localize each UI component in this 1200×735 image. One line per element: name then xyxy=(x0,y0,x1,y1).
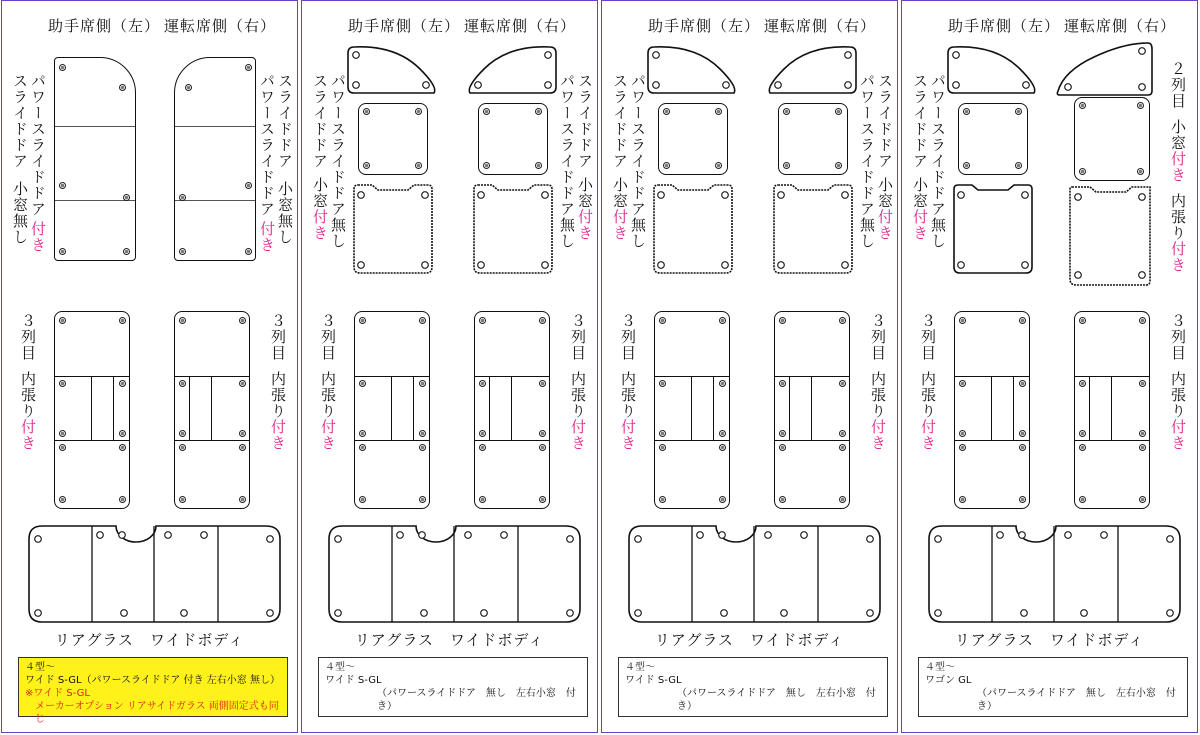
label-window-left: 小窓付き xyxy=(311,177,329,241)
clip-hole xyxy=(1079,430,1086,437)
label-slide-left: スライドドア xyxy=(11,73,29,169)
clip-hole xyxy=(179,430,186,437)
row3-right-piece xyxy=(1074,311,1150,509)
clip-hole xyxy=(359,317,366,324)
label-power-slide-right: パワースライドドア xyxy=(558,73,576,217)
row3-left-piece xyxy=(954,311,1030,509)
clip-hole xyxy=(663,108,670,115)
rear-glass-piece xyxy=(628,525,882,625)
clip-hole xyxy=(659,317,666,324)
label-row3-left: ３列目 xyxy=(319,313,337,361)
panel-4 xyxy=(901,0,1198,733)
clip-hole xyxy=(239,496,246,503)
clip-hole xyxy=(959,496,966,503)
rear-glass-piece xyxy=(28,525,282,625)
divider xyxy=(355,440,429,441)
divider xyxy=(775,440,849,441)
clip-hole xyxy=(1139,317,1146,324)
small-window-left-piece xyxy=(958,103,1028,175)
clip-hole xyxy=(415,108,422,115)
divider xyxy=(691,376,692,440)
clip-hole xyxy=(1139,380,1146,387)
clip-hole xyxy=(715,108,722,115)
clip-hole xyxy=(119,84,126,91)
header-left: 助手席側（左） xyxy=(648,17,761,35)
divider xyxy=(811,376,812,440)
clip-hole xyxy=(1015,162,1022,169)
clip-hole xyxy=(1079,444,1086,451)
label-lining-right-top: 内張り付き xyxy=(1169,193,1187,273)
divider xyxy=(175,376,249,377)
model-info-box xyxy=(918,657,1188,717)
label-none-left: 無し xyxy=(629,217,647,249)
divider xyxy=(55,440,129,441)
clip-hole xyxy=(59,248,66,255)
label-window-right: 小窓無し xyxy=(276,181,294,245)
divider xyxy=(991,376,992,440)
label-none-left: 無し xyxy=(329,217,347,249)
divider xyxy=(211,376,212,440)
divider xyxy=(1075,376,1149,377)
clip-hole xyxy=(179,496,186,503)
clip-hole xyxy=(535,162,542,169)
clip-hole xyxy=(239,430,246,437)
clip-hole xyxy=(359,496,366,503)
label-lining-right: 内張り付き xyxy=(869,371,887,451)
clip-hole xyxy=(59,317,66,324)
clip-hole xyxy=(959,430,966,437)
clip-hole xyxy=(119,496,126,503)
clip-hole xyxy=(779,444,786,451)
quarter-glass-right-piece xyxy=(1054,41,1154,97)
clip-hole xyxy=(363,162,370,169)
clip-hole xyxy=(1079,380,1086,387)
divider xyxy=(1111,376,1112,440)
label-lining-left: 内張り付き xyxy=(619,371,637,451)
clip-hole xyxy=(959,444,966,451)
divider xyxy=(175,200,255,201)
clip-hole xyxy=(1019,430,1026,437)
clip-hole xyxy=(1139,430,1146,437)
clip-hole xyxy=(659,430,666,437)
divider xyxy=(475,440,549,441)
divider xyxy=(475,376,549,377)
clip-hole xyxy=(535,108,542,115)
clip-hole xyxy=(59,380,66,387)
info-line: ワゴン GL xyxy=(925,675,972,686)
clip-hole xyxy=(59,64,66,71)
clip-hole xyxy=(479,430,486,437)
small-window-right-piece xyxy=(478,103,548,175)
front-door-left-piece xyxy=(54,57,136,261)
row3-right-piece xyxy=(174,311,250,509)
header-left: 助手席側（左） xyxy=(348,17,461,35)
clip-hole xyxy=(179,194,186,201)
clip-hole xyxy=(119,444,126,451)
clip-hole xyxy=(719,317,726,324)
quarter-glass-left-piece xyxy=(646,45,742,97)
header-right: 運転席側（右） xyxy=(1064,17,1177,35)
clip-hole xyxy=(419,317,426,324)
clip-hole xyxy=(835,108,842,115)
clip-hole xyxy=(663,162,670,169)
clip-hole xyxy=(779,317,786,324)
clip-hole xyxy=(419,444,426,451)
clip-hole xyxy=(359,380,366,387)
clip-hole xyxy=(1139,496,1146,503)
clip-hole xyxy=(959,317,966,324)
label-slide-right: スライドドア xyxy=(576,73,594,169)
clip-hole xyxy=(59,182,66,189)
clip-hole xyxy=(783,162,790,169)
clip-hole xyxy=(779,430,786,437)
clip-hole xyxy=(1019,496,1026,503)
clip-hole xyxy=(419,496,426,503)
info-line: ※ワイド S-GL xyxy=(25,688,90,699)
clip-hole xyxy=(835,162,842,169)
model-info-box xyxy=(18,657,288,725)
clip-hole xyxy=(245,182,252,189)
clip-hole xyxy=(719,444,726,451)
header-right: 運転席側（右） xyxy=(164,17,277,35)
divider xyxy=(655,440,729,441)
label-lining-left: 内張り付き xyxy=(319,371,337,451)
clip-hole xyxy=(59,444,66,451)
clip-hole xyxy=(59,430,66,437)
label-row2-right: ２列目 xyxy=(1169,61,1187,109)
clip-hole xyxy=(1137,168,1144,175)
clip-hole xyxy=(119,430,126,437)
clip-hole xyxy=(1019,380,1026,387)
clip-hole xyxy=(839,496,846,503)
row3-left-piece xyxy=(54,311,130,509)
clip-hole xyxy=(1079,102,1086,109)
divider xyxy=(189,376,190,440)
label-with-right: 付き xyxy=(258,221,276,253)
label-row3-left: ３列目 xyxy=(19,313,37,361)
slide-door-right-piece xyxy=(472,183,554,275)
clip-hole xyxy=(479,444,486,451)
clip-hole xyxy=(779,380,786,387)
clip-hole xyxy=(963,108,970,115)
label-lining-right: 内張り付き xyxy=(569,371,587,451)
label-power-slide-left: パワースライドドア xyxy=(29,73,47,217)
model-info-box xyxy=(318,657,588,717)
slide-door-right-piece xyxy=(1068,185,1154,287)
clip-hole xyxy=(1015,108,1022,115)
label-window-left: 小窓無し xyxy=(11,181,29,245)
label-slide-right: スライドドア xyxy=(276,73,294,169)
label-slide-left: スライドドア xyxy=(911,73,929,169)
divider xyxy=(789,376,790,440)
clip-hole xyxy=(419,380,426,387)
panel-1 xyxy=(1,0,298,733)
clip-hole xyxy=(715,162,722,169)
clip-hole xyxy=(359,430,366,437)
small-window-left-piece xyxy=(358,103,428,175)
label-power-slide-left: パワースライドドア xyxy=(329,73,347,217)
clip-hole xyxy=(239,444,246,451)
divider xyxy=(955,440,1029,441)
clip-hole xyxy=(415,162,422,169)
label-lining-right: 内張り付き xyxy=(269,371,287,451)
label-row3-right: ３列目 xyxy=(1169,313,1187,361)
label-window-left: 小窓付き xyxy=(611,177,629,241)
info-line: ワイド S-GL xyxy=(325,675,382,686)
clip-hole xyxy=(839,317,846,324)
clip-hole xyxy=(719,496,726,503)
divider xyxy=(355,376,429,377)
clip-hole xyxy=(359,444,366,451)
header-left: 助手席側（左） xyxy=(48,17,161,35)
clip-hole xyxy=(479,496,486,503)
row3-left-piece xyxy=(354,311,430,509)
slide-door-left-piece xyxy=(352,183,434,275)
quarter-glass-left-piece xyxy=(346,45,442,97)
slide-door-right-piece xyxy=(772,183,854,275)
clip-hole xyxy=(179,380,186,387)
small-window-left-piece xyxy=(658,103,728,175)
label-with-left: 付き xyxy=(29,221,47,253)
label-row3-right: ３列目 xyxy=(869,313,887,361)
divider xyxy=(1075,440,1149,441)
clip-hole xyxy=(963,162,970,169)
clip-hole xyxy=(719,380,726,387)
clip-hole xyxy=(239,380,246,387)
label-power-slide-right: パワースライドドア xyxy=(258,73,276,217)
small-window-right-piece xyxy=(1074,97,1150,181)
info-line: ４型～ xyxy=(925,662,955,673)
clip-hole xyxy=(659,496,666,503)
label-slide-left: スライドドア xyxy=(311,73,329,169)
label-row3-right: ３列目 xyxy=(569,313,587,361)
divider xyxy=(175,126,255,127)
label-power-slide-left: パワースライドドア xyxy=(929,73,947,217)
label-none-right: 無し xyxy=(558,217,576,249)
clip-hole xyxy=(479,317,486,324)
divider xyxy=(489,376,490,440)
label-row3-right: ３列目 xyxy=(269,313,287,361)
rear-glass-caption: リアグラス ワイドボディ xyxy=(354,631,545,649)
slide-door-left-piece xyxy=(952,183,1034,275)
clip-hole xyxy=(779,496,786,503)
clip-hole xyxy=(539,380,546,387)
clip-hole xyxy=(483,162,490,169)
divider xyxy=(113,376,114,440)
clip-hole xyxy=(363,108,370,115)
label-lining-right: 内張り付き xyxy=(1169,371,1187,451)
panel-3 xyxy=(601,0,898,733)
clip-hole xyxy=(1079,496,1086,503)
clip-hole xyxy=(539,496,546,503)
clip-hole xyxy=(1019,317,1026,324)
divider xyxy=(55,126,135,127)
clip-hole xyxy=(123,194,130,201)
info-line: （パワースライドドア 無し 左右小窓 付き） xyxy=(977,688,1176,712)
rear-glass-piece xyxy=(928,525,1182,625)
clip-hole xyxy=(839,380,846,387)
panel-2 xyxy=(301,0,598,733)
label-slide-left: スライドドア xyxy=(611,73,629,169)
divider xyxy=(55,200,135,201)
clip-hole xyxy=(59,496,66,503)
divider xyxy=(511,376,512,440)
clip-hole xyxy=(179,444,186,451)
header-right: 運転席側（右） xyxy=(464,17,577,35)
clip-hole xyxy=(245,248,252,255)
divider xyxy=(775,376,849,377)
divider xyxy=(391,376,392,440)
info-line: ワイド S-GL（パワースライドドア 付き 左右小窓 無し） xyxy=(25,675,280,686)
label-lining-left: 内張り付き xyxy=(919,371,937,451)
clip-hole xyxy=(783,108,790,115)
label-window-right: 小窓付き xyxy=(876,177,894,241)
label-power-slide-left: パワースライドドア xyxy=(629,73,647,217)
clip-hole xyxy=(1139,444,1146,451)
label-window-left: 小窓付き xyxy=(911,177,929,241)
divider xyxy=(655,376,729,377)
slide-door-left-piece xyxy=(652,183,734,275)
quarter-glass-right-piece xyxy=(762,45,858,97)
clip-hole xyxy=(483,108,490,115)
label-none-right: 無し xyxy=(858,217,876,249)
clip-hole xyxy=(659,380,666,387)
clip-hole xyxy=(119,380,126,387)
divider xyxy=(175,440,249,441)
rear-glass-caption: リアグラス ワイドボディ xyxy=(654,631,845,649)
clip-hole xyxy=(839,430,846,437)
label-lining-left: 内張り付き xyxy=(19,371,37,451)
model-info-box xyxy=(618,657,888,717)
clip-hole xyxy=(123,248,130,255)
row3-left-piece xyxy=(654,311,730,509)
clip-hole xyxy=(119,317,126,324)
rear-glass-caption: リアグラス ワイドボディ xyxy=(54,631,245,649)
label-row3-left: ３列目 xyxy=(919,313,937,361)
quarter-glass-left-piece xyxy=(946,45,1042,97)
small-window-right-piece xyxy=(778,103,848,175)
info-line: ４型～ xyxy=(25,662,55,673)
header-right: 運転席側（右） xyxy=(764,17,877,35)
clip-hole xyxy=(539,317,546,324)
label-slide-right: スライドドア xyxy=(876,73,894,169)
clip-hole xyxy=(1137,102,1144,109)
divider xyxy=(55,376,129,377)
clip-hole xyxy=(959,380,966,387)
info-line: メーカーオプション リアサイドガラス 両側固定式も同じ xyxy=(35,701,279,725)
divider xyxy=(413,376,414,440)
clip-hole xyxy=(659,444,666,451)
row3-right-piece xyxy=(774,311,850,509)
info-line: ４型～ xyxy=(325,662,355,673)
rear-glass-piece xyxy=(328,525,582,625)
clip-hole xyxy=(245,64,252,71)
clip-hole xyxy=(185,84,192,91)
clip-hole xyxy=(1079,317,1086,324)
info-line: ワイド S-GL xyxy=(625,675,682,686)
label-power-slide-right: パワースライドドア xyxy=(858,73,876,217)
divider xyxy=(1089,376,1090,440)
label-window-right: 小窓付き xyxy=(576,177,594,241)
clip-hole xyxy=(179,248,186,255)
clip-hole xyxy=(239,317,246,324)
row3-right-piece xyxy=(474,311,550,509)
info-line: ４型～ xyxy=(625,662,655,673)
label-none-left: 無し xyxy=(929,217,947,249)
divider xyxy=(713,376,714,440)
info-line: （パワースライドドア 無し 左右小窓 付き） xyxy=(677,688,876,712)
label-row3-left: ３列目 xyxy=(619,313,637,361)
divider xyxy=(955,376,1029,377)
clip-hole xyxy=(539,430,546,437)
clip-hole xyxy=(719,430,726,437)
divider xyxy=(91,376,92,440)
divider xyxy=(1013,376,1014,440)
quarter-glass-right-piece xyxy=(462,45,558,97)
front-door-right-piece xyxy=(174,57,256,261)
header-left: 助手席側（左） xyxy=(948,17,1061,35)
clip-hole xyxy=(539,444,546,451)
clip-hole xyxy=(419,430,426,437)
info-line: （パワースライドドア 無し 左右小窓 付き） xyxy=(377,688,576,712)
clip-hole xyxy=(1019,444,1026,451)
label-window-right: 小窓付き xyxy=(1169,119,1187,183)
clip-hole xyxy=(179,317,186,324)
rear-glass-caption: リアグラス ワイドボディ xyxy=(954,631,1145,649)
clip-hole xyxy=(479,380,486,387)
clip-hole xyxy=(839,444,846,451)
clip-hole xyxy=(1079,168,1086,175)
